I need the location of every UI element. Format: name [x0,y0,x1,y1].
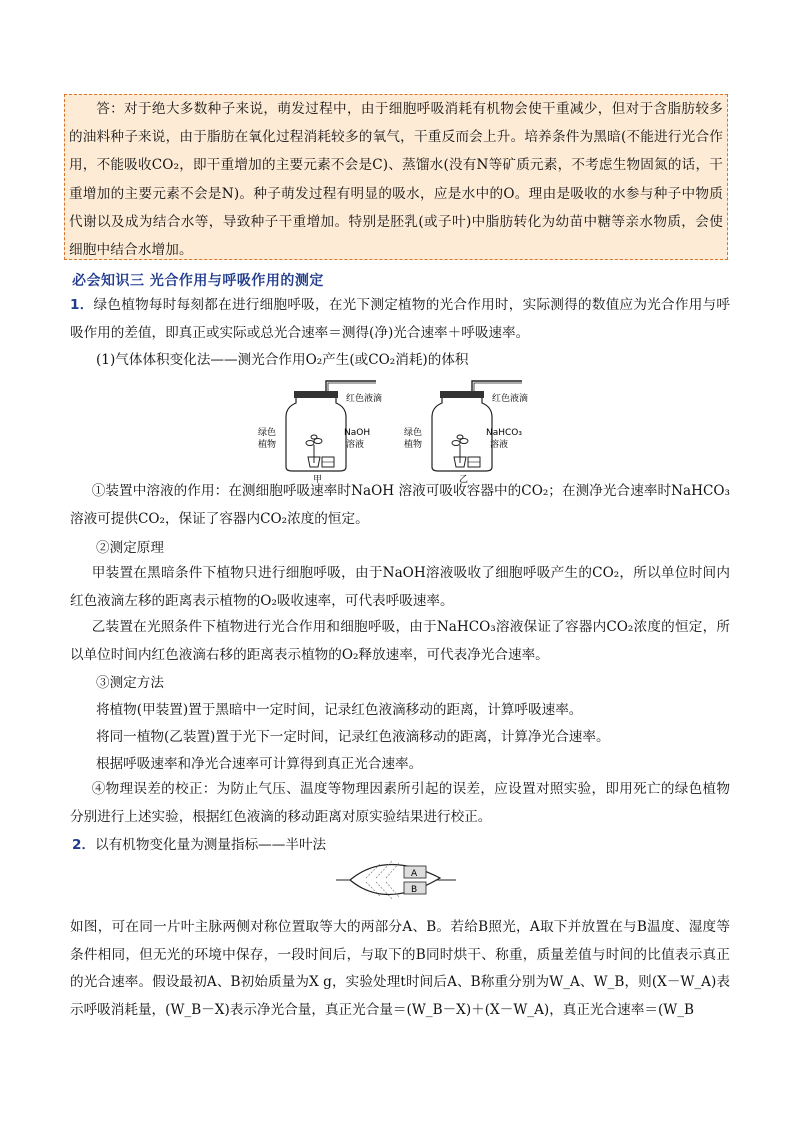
jar-a-drop-label: 红色液滴 [346,394,383,404]
jar-a-plant-label-2: 植物 [258,440,277,450]
item-2-title: ②测定原理 [96,540,164,556]
jar-b-drop-label: 红色液滴 [492,394,529,404]
apparatus-diagram [256,375,546,485]
item-4-paragraph: ④物理误差的校正：为防止气压、温度等物理因素所引起的误差，应设置对照实验，即用死亡的绿色植物分别进行上述实验，根据红色液滴的移动距离对原实验结果进行校正。 [70,781,730,825]
point-1-number: 1． [70,297,94,313]
item-1-paragraph: ①装置中溶液的作用：在测细胞呼吸速率时NaOH 溶液可吸收容器中的CO₂；在测净光合速率时NaHCO₃溶液可提供CO₂，保证了容器内CO₂浓度的恒定。 [70,483,730,527]
item-2-paragraph-2: 乙装置在光照条件下植物进行光合作用和细胞呼吸，由于NaHCO₃溶液保证了容器内CO₂浓度的恒定，所以单位时间内红色液滴右移的距离表示植物的O₂释放速率，可代表净光合速率。 [70,619,730,663]
item-3-line-1: 将植物(甲装置)置于黑暗中一定时间，记录红色液滴移动的距离，计算呼吸速率。 [96,702,583,718]
jar-a-name: 甲 [313,475,323,485]
point-1-paragraph [70,292,730,347]
leaf-part-b-label: B [411,885,418,895]
jar-b-solution-label-2: 溶液 [490,440,509,450]
point-1-text: 绿色植物每时每刻都在进行细胞呼吸，在光下测定植物的光合作用时，实际测得的数值应为光合作用与呼吸作用的差值，即真正或实际或总光合速率＝测得(净)光合速率＋呼吸速率。 [70,297,730,341]
point-2-paragraph: 如图，可在同一片叶主脉两侧对称位置取等大的两部分A、B。若给B照光，A取下并放置在与B温度、湿度等条件相同，但无光的环境中保存，一段时间后，与取下的B同时烘干、称重，质量差值与时间的比值表示真正的光合速率。假设最初A、B初始质量为X g，实验处理t时间后A、B称重分别为W_A、W_B，则(X－W_A)表示呼吸消耗量，(W_B－X)表示净光合量，真正光合量＝(W_B－X)＋(X－W_A)，真正光合速率＝(W_B [70,919,730,1018]
answer-text: 答：对于绝大多数种子来说，萌发过程中，由于细胞呼吸消耗有机物会使干重减少，但对于含脂肪较多的油料种子来说，由于脂肪在氧化过程消耗较多的氧气，干重反而会上升。培养条件为黑暗(不能进行光合作用，不能吸收CO₂，即干重增加的主要元素不会是C)、蒸馏水(没有N等矿质元素，不考虑生物固氮的话，干重增加的主要元素不会是N)。种子萌发过程有明显的吸水，应是水中的O。理由是吸收的水参与种子中物质代谢以及成为结合水等，导致种子干重增加。特别是胚乳(或子叶)中脂肪转化为幼苗中糖等亲水物质，会使细胞中结合水增加。 [69,101,723,259]
item-3-line-3: 根据呼吸速率和净光合速率可计算得到真正光合速率。 [96,756,423,772]
section-title: 必会知识三 光合作用与呼吸作用的测定 [72,273,324,289]
item-3-title: ③测定方法 [96,675,164,691]
answer-box [64,94,728,260]
item-2-paragraph-1: 甲装置在黑暗条件下植物只进行细胞呼吸，由于NaOH溶液吸收了细胞呼吸产生的CO₂，所以单位时间内红色液滴左移的距离表示植物的O₂吸收速率，可代表呼吸速率。 [70,565,730,609]
jar-a-solution-label-1: NaOH [344,428,371,438]
jar-b-name: 乙 [459,475,469,485]
point-2-line [72,835,326,855]
jar-b-solution-label-1: NaHCO₃ [486,428,522,438]
jar-a-plant-label-1: 绿色 [258,428,277,438]
leaf-diagram [336,854,456,906]
jar-b-plant-label-1: 绿色 [404,428,423,438]
point-2-number: 2． [72,837,96,853]
method-1-title: (1)气体体积变化法——测光合作用O₂产生(或CO₂消耗)的体积 [96,352,469,368]
item-3-line-2: 将同一植物(乙装置)置于光下一定时间，记录红色液滴移动的距离，计算净光合速率。 [96,729,610,745]
jar-b-plant-label-2: 植物 [404,440,423,450]
leaf-part-a-label: A [411,869,418,879]
point-2-text: 以有机物变化量为测量指标——半叶法 [95,837,327,853]
jar-a-solution-label-2: 溶液 [346,440,365,450]
